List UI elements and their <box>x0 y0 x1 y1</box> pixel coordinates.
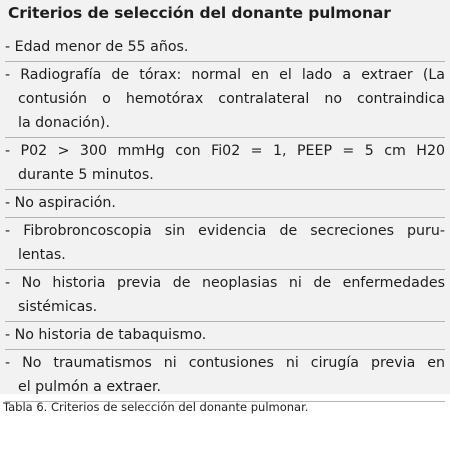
criterion-item <box>5 34 445 62</box>
criterion-line: - Fibrobroncoscopia sin evidencia de secreciones puru- <box>5 223 445 239</box>
criterion-line: durante 5 minutos. <box>18 167 154 183</box>
criterion-line: - P02 > 300 mmHg con Fi02 = 1, PEEP = 5 cm H20 <box>5 143 445 159</box>
criterion-item <box>5 190 445 218</box>
criterion-line: la donación). <box>18 115 110 131</box>
criterion-item <box>5 270 445 322</box>
criterion-line: - Radiografía de tórax: normal en el lado a extraer (La <box>5 67 445 83</box>
criterion-item <box>5 350 445 402</box>
criterion-line: sistémicas. <box>18 299 98 315</box>
table-title: Criterios de selección del donante pulmonar <box>8 4 391 22</box>
criterion-item <box>5 138 445 190</box>
criteria-list <box>5 34 445 402</box>
criterion-line: - Edad menor de 55 años. <box>5 39 189 55</box>
criterion-item <box>5 322 445 350</box>
criterion-line: el pulmón a extraer. <box>18 379 162 395</box>
table-caption: Tabla 6. Criterios de selección del donante pulmonar. <box>3 400 309 414</box>
criterion-line: - No historia previa de neoplasias ni de enfermedades <box>5 275 445 291</box>
criterion-item <box>5 218 445 270</box>
criterion-line: contusión o hemotórax contralateral no contraindica <box>18 91 445 107</box>
criterion-line: - No aspiración. <box>5 195 116 211</box>
criterion-item <box>5 62 445 138</box>
criterion-line: - No historia de tabaquismo. <box>5 327 207 343</box>
criterion-line: - No traumatismos ni contusiones ni cirugía previa en <box>5 355 445 371</box>
criterion-line: lentas. <box>18 247 66 263</box>
